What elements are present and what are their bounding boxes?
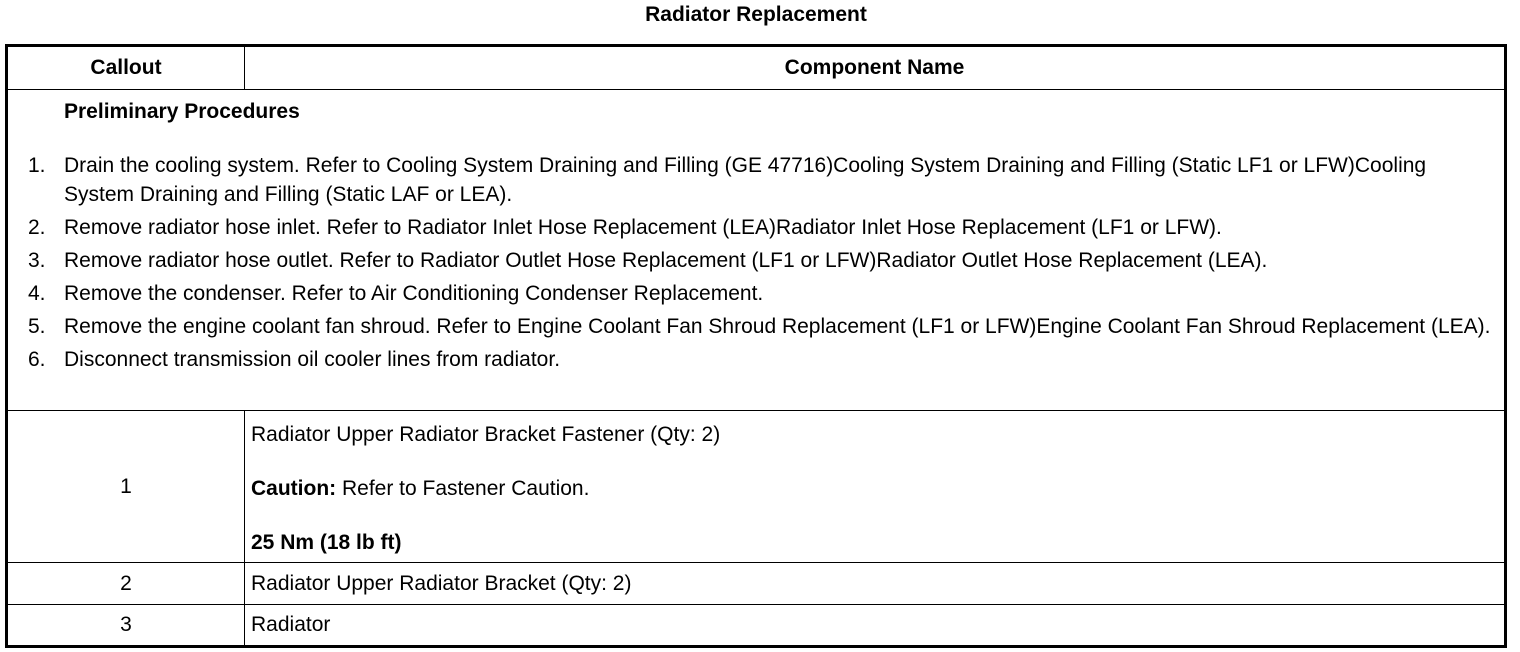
preliminary-row (7, 90, 1506, 411)
table-row (7, 563, 1506, 605)
torque-spec: 25 Nm (18 lb ft) (251, 531, 402, 554)
components-table (5, 44, 1507, 648)
step-text: Disconnect transmission oil cooler lines from radiator. (64, 348, 561, 371)
step-number: 6. (28, 348, 46, 371)
step-text: Remove radiator hose inlet. Refer to Radiator Inlet Hose Replacement (LEA)Radiator Inlet Hose Replacement (LF1 or LFW). (64, 216, 1222, 239)
step-number: 5. (28, 315, 46, 338)
step-number: 4. (28, 282, 46, 305)
caution-text: Refer to Fastener Caution. (336, 477, 590, 500)
component-cell (245, 411, 1506, 563)
header-callout: Callout (7, 46, 245, 90)
callout-cell: 2 (7, 563, 245, 605)
list-item (8, 246, 1504, 275)
callout-cell: 3 (7, 605, 245, 647)
preliminary-heading: Preliminary Procedures (64, 100, 300, 123)
page-title: Radiator Replacement (645, 3, 867, 26)
list-item (8, 213, 1504, 242)
list-item (8, 345, 1504, 374)
table-row (7, 605, 1506, 647)
step-number: 3. (28, 249, 46, 272)
caution-note (251, 475, 1504, 502)
step-text: Remove radiator hose outlet. Refer to Radiator Outlet Hose Replacement (LF1 or LFW)Radiator Outlet Hose Replacement (LEA). (64, 249, 1268, 272)
preliminary-procedures (7, 90, 1506, 411)
component-cell: Radiator (245, 605, 1506, 647)
caution-label: Caution: (251, 477, 337, 500)
list-item (8, 151, 1504, 209)
list-item (8, 312, 1504, 341)
list-item (8, 279, 1504, 308)
header-component-name: Component Name (245, 46, 1506, 90)
component-cell: Radiator Upper Radiator Bracket (Qty: 2) (245, 563, 1506, 605)
table-row (7, 411, 1506, 563)
preliminary-steps (8, 151, 1504, 374)
step-text: Drain the cooling system. Refer to Cooling System Draining and Filling (GE 47716)Cooling System Draining and Filling (Static LF1 or LFW)Cooling System Draining and Filling (Static LAF or LEA). (64, 154, 1427, 206)
step-number: 1. (28, 154, 46, 177)
step-number: 2. (28, 216, 46, 239)
callout-cell: 1 (7, 411, 245, 563)
table-header-row (7, 46, 1506, 90)
step-text: Remove the engine coolant fan shroud. Refer to Engine Coolant Fan Shroud Replacement (LF1 or LFW)Engine Coolant Fan Shroud Replacement (LEA). (64, 315, 1491, 338)
step-text: Remove the condenser. Refer to Air Conditioning Condenser Replacement. (64, 282, 764, 305)
component-name: Radiator Upper Radiator Bracket Fastener (Qty: 2) (251, 423, 721, 446)
